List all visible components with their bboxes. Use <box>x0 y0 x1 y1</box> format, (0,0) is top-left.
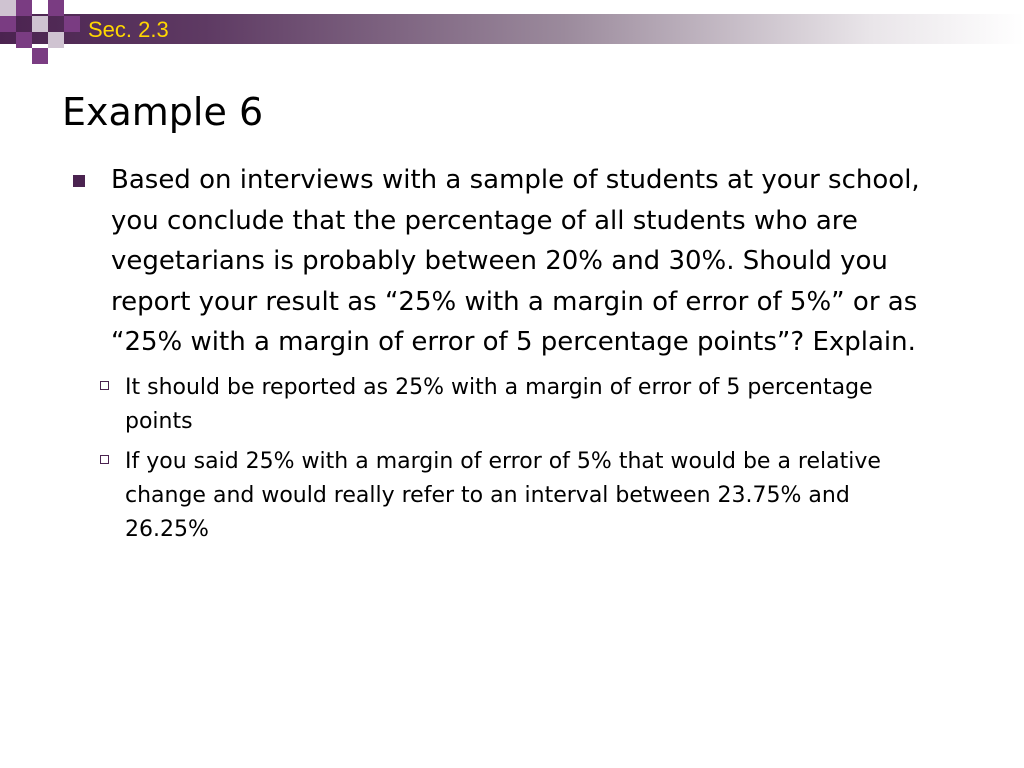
deco-square <box>0 0 16 16</box>
bullet-item <box>70 160 950 363</box>
hollow-square-bullet-icon <box>100 455 109 464</box>
slide-title: Example 6 <box>62 90 264 134</box>
square-bullet-icon <box>73 175 85 187</box>
deco-square <box>48 32 64 48</box>
deco-square <box>16 0 32 16</box>
bullet-text: Based on interviews with a sample of students at your school, you conclude that the percentage of all students who are vegetarians is probably between 20% and 30%. Should you report your result as “25% with a margin of error of 5%” or as “25% with a margin of error of 5 percentage points”? Explain. <box>111 165 920 357</box>
sub-bullet-item <box>100 371 950 439</box>
sub-bullet-text: It should be reported as 25% with a margin of error of 5 percentage points <box>125 374 873 434</box>
sub-bullet-text: If you said 25% with a margin of error of 5% that would be a relative change and would really refer to an interval between 23.75% and 26.25% <box>125 448 881 542</box>
slide-content <box>70 160 950 553</box>
deco-square <box>64 16 80 32</box>
deco-square <box>48 0 64 16</box>
sub-bullet-item <box>100 445 950 547</box>
sub-bullet-list <box>100 371 950 547</box>
deco-square <box>32 16 48 32</box>
deco-square <box>0 16 16 32</box>
deco-square <box>32 48 48 64</box>
hollow-square-bullet-icon <box>100 381 109 390</box>
deco-square <box>16 32 32 48</box>
section-label: Sec. 2.3 <box>88 17 169 42</box>
